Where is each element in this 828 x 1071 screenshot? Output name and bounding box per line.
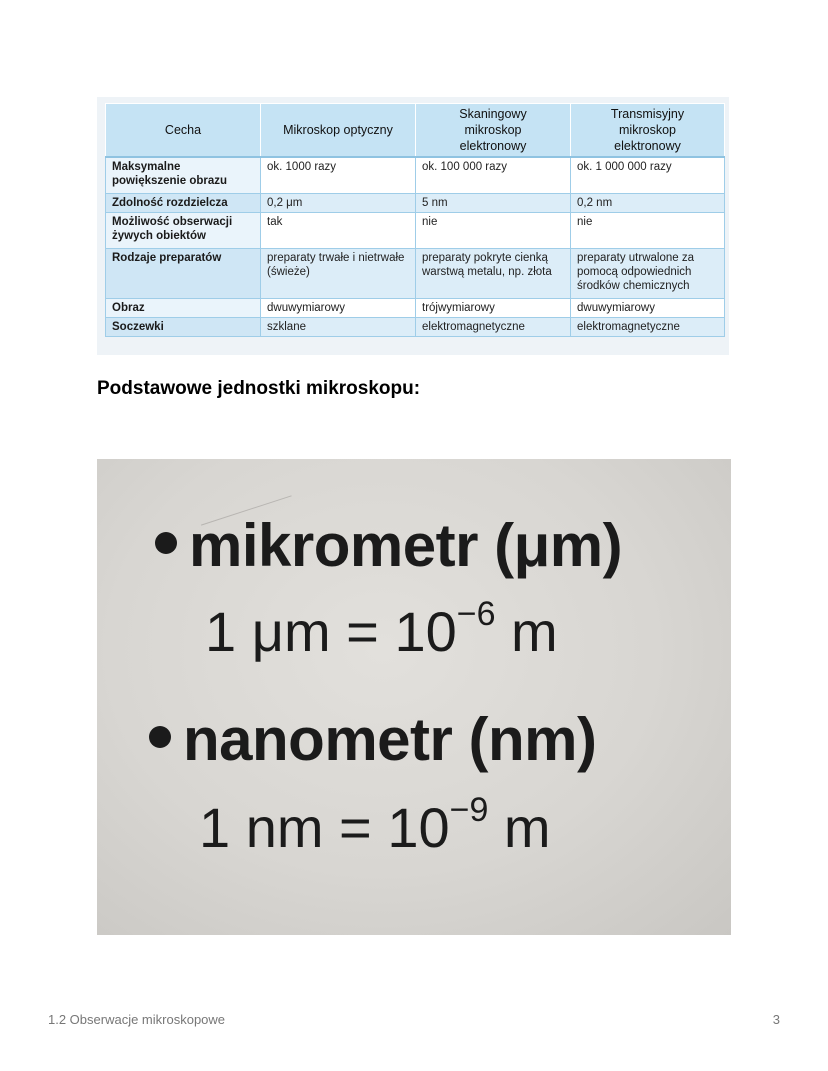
micrometer-equation xyxy=(205,595,558,664)
table-row-header: Rodzaje preparatów xyxy=(106,248,261,298)
section-heading: Podstawowe jednostki mikroskopu: xyxy=(97,378,421,399)
table-cell: elektromagnetyczne xyxy=(571,317,725,336)
micrometer-unit: m xyxy=(495,600,558,663)
table-cell: ok. 1000 razy xyxy=(261,157,416,193)
nanometer-equation-lhs: 1 nm = 10 xyxy=(199,796,450,859)
microscope-comparison-table xyxy=(105,103,725,337)
table-header-cell: Cecha xyxy=(106,104,261,158)
nanometer-name: nanometr (nm) xyxy=(183,706,597,773)
bullet-icon xyxy=(149,726,171,748)
table-row-header: Możliwość obserwacji żywych obiektów xyxy=(106,212,261,248)
table-header-cell: Transmisyjny mikroskop elektronowy xyxy=(571,104,725,158)
table-cell: dwuwymiarowy xyxy=(571,298,725,317)
table-row-header: Obraz xyxy=(106,298,261,317)
nanometer-unit: m xyxy=(488,796,551,859)
table-cell: dwuwymiarowy xyxy=(261,298,416,317)
table-cell: tak xyxy=(261,212,416,248)
table-cell: szklane xyxy=(261,317,416,336)
units-photo xyxy=(97,459,731,935)
table-cell: preparaty pokryte cienką warstwą metalu, np. złota xyxy=(416,248,571,298)
micrometer-name: mikrometr (μm) xyxy=(189,512,623,579)
table-cell: nie xyxy=(571,212,725,248)
table-cell: preparaty trwałe i nietrwałe (świeże) xyxy=(261,248,416,298)
table-row xyxy=(106,157,725,193)
table-header-cell: Mikroskop optyczny xyxy=(261,104,416,158)
table-row xyxy=(106,317,725,336)
table-row xyxy=(106,212,725,248)
footer-page-number: 3 xyxy=(772,1012,780,1027)
table-cell: nie xyxy=(416,212,571,248)
table-cell: elektromagnetyczne xyxy=(416,317,571,336)
micrometer-equation-lhs: 1 μm = 10 xyxy=(205,600,457,663)
table-row-header: Soczewki xyxy=(106,317,261,336)
table-cell: trójwymiarowy xyxy=(416,298,571,317)
nanometer-exponent: −9 xyxy=(449,791,489,829)
table-row-header: Zdolność rozdzielcza xyxy=(106,193,261,212)
table-cell: 5 nm xyxy=(416,193,571,212)
table-cell: preparaty utrwalone za pomocą odpowiednich środków chemicznych xyxy=(571,248,725,298)
table-header-cell: Skaningowy mikroskop elektronowy xyxy=(416,104,571,158)
table-header-row xyxy=(106,104,725,158)
table-cell: 0,2 nm xyxy=(571,193,725,212)
table-cell: ok. 1 000 000 razy xyxy=(571,157,725,193)
nanometer-title xyxy=(149,705,597,774)
table-cell: 0,2 μm xyxy=(261,193,416,212)
table-row xyxy=(106,298,725,317)
table-row xyxy=(106,193,725,212)
bullet-icon xyxy=(155,532,177,554)
table-cell: ok. 100 000 razy xyxy=(416,157,571,193)
table-row xyxy=(106,248,725,298)
footer-document-title: 1.2 Obserwacje mikroskopowe xyxy=(48,1012,226,1027)
micrometer-exponent: −6 xyxy=(456,595,496,633)
table-row-header: Maksymalne powiększenie obrazu xyxy=(106,157,261,193)
microscope-comparison-figure xyxy=(97,97,729,355)
micrometer-title xyxy=(155,511,622,580)
nanometer-equation xyxy=(199,791,551,860)
